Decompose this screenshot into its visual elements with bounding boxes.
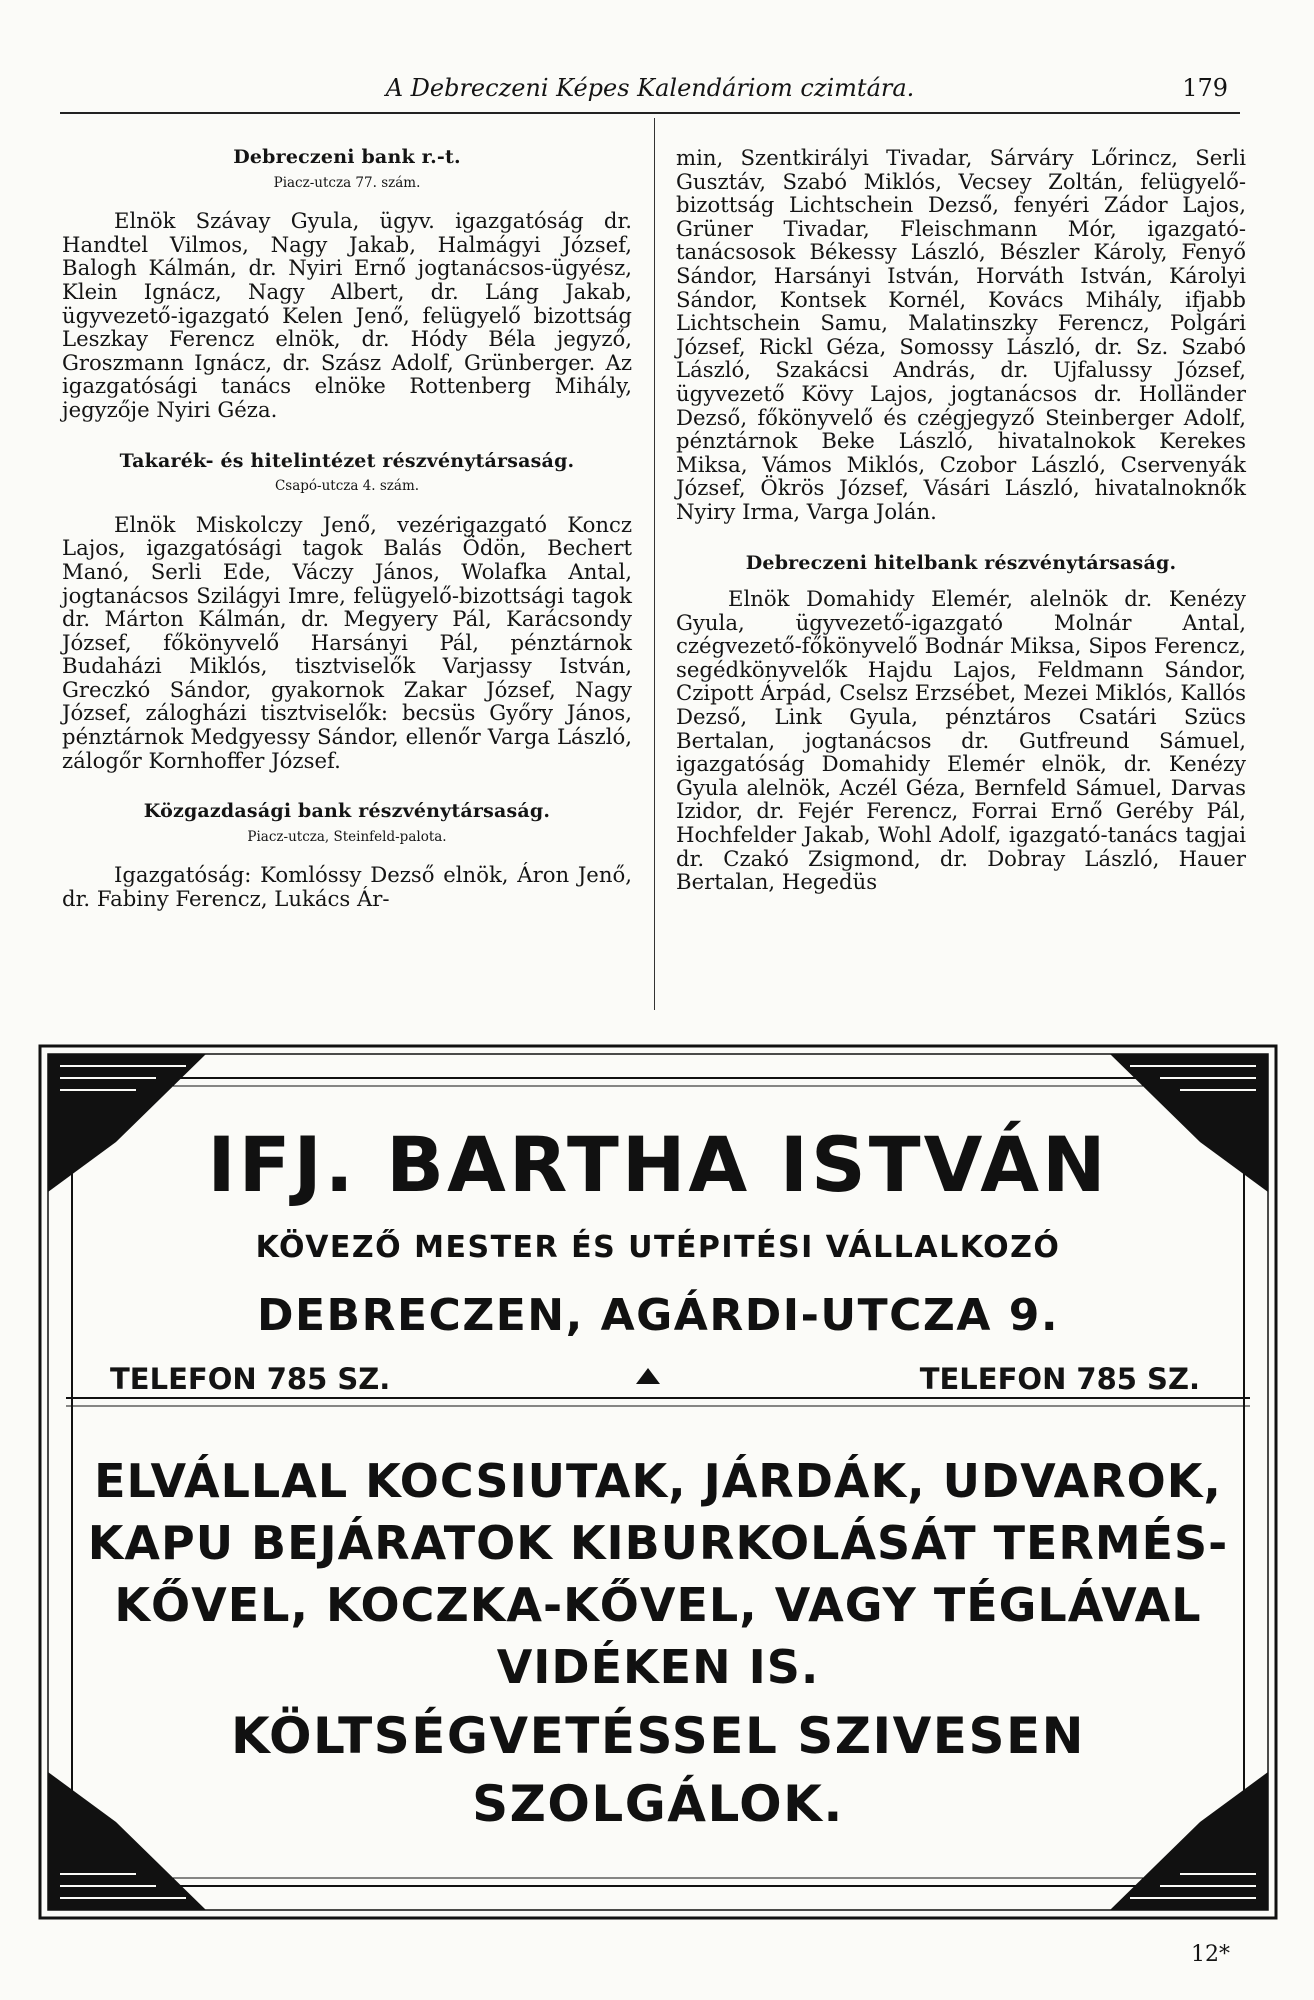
running-title: A Debreczeni Képes Kalendáriom czimtára. xyxy=(385,74,915,102)
page-number: 179 xyxy=(1182,74,1228,102)
advertisement xyxy=(36,1042,1280,1922)
section-address: Piacz-utcza, Steinfeld-palota. xyxy=(247,828,447,845)
column-divider xyxy=(654,118,655,1010)
ad-title: IFJ. BARTHA ISTVÁN xyxy=(207,1120,1109,1209)
ad-body-line: KAPU BEJÁRATOK KIBURKOLÁSÁT TERMÉS- xyxy=(87,1516,1229,1570)
ad-body-line: VIDÉKEN IS. xyxy=(496,1640,820,1694)
section-text: Elnök Szávay Gyula, ügyv. igazgatóság dr. Handtel Vilmos, Nagy Jakab, Halmágyi József, Balogh Kálmán, dr. Nyiri Ernő jogtanácsos-ügyész, Klein Ignácz, Nagy Albert, dr. Láng Jakab, ügyvezető-igazgató Kelen Jenő, felügyelő bizottság Leszkay Ferencz elnök, dr. Hódy Béla jegyző, Groszmann Ignácz, dr. Szász Adolf, Grünberger. Az igazgatósági tanács elnöke Rottenberg Mihály, jegyzője Nyiri Géza. xyxy=(62,208,632,422)
section-heading: Debreczeni bank r.-t. xyxy=(233,146,461,168)
ad-phone-left: TELEFON 785 SZ. xyxy=(110,1362,391,1396)
left-column xyxy=(62,146,632,911)
ad-closing-line: SZOLGÁLOK. xyxy=(472,1775,844,1833)
section-address: Piacz-utcza 77. szám. xyxy=(273,174,421,191)
section-heading: Közgazdasági bank részvénytársaság. xyxy=(143,800,551,823)
ad-body xyxy=(36,1450,1280,1698)
header-rule xyxy=(60,112,1240,114)
ad-subtitle: KÖVEZŐ MESTER ÉS UTÉPITÉSI VÁLLALKOZÓ xyxy=(255,1230,1061,1265)
ad-body-line: KŐVEL, KOCZKA-KŐVEL, VAGY TÉGLÁVAL xyxy=(114,1578,1202,1632)
ad-body-line: ELVÁLLAL KOCSIUTAK, JÁRDÁK, UDVAROK, xyxy=(94,1454,1222,1508)
section-heading: Takarék- és hitelintézet részvénytársaság. xyxy=(119,449,575,472)
continued-text: min, Szentkirályi Tivadar, Sárváry Lőrincz, Serli Gusztáv, Szabó Miklós, Vecsey Zoltán, felügyelő-bizottság Lichtschein Dezső, fenyéri Zádor Lajos, Grüner Tivadar, Fleischmann Mór, igazgató-tanácsosok Békessy László, Bészler Károly, Fenyő Sándor, Harsányi István, Horváth István, Károlyi Sándor, Kontsek Kornél, Kovács Mihály, ifjabb Lichtschein Samu, Malatinszky Ferencz, Polgári József, Rickl Géza, Somossy László, dr. Sz. Szabó László, Szakácsi András, dr. Ujfalussy József, ügyvezető Kövy Lajos, jogtanácsos dr. Holländer Dezső, főkönyvelő és czégjegyző Steinberger Adolf, pénztárnok Beke László, hivatalnokok Kerekes Miksa, Vámos Miklós, Czobor László, Cservenyák József, Ökrös József, Vásári László, hivatalnoknők Nyiry Irma, Varga Jolán. xyxy=(676,145,1246,524)
ad-address: DEBRECZEN, AGÁRDI-UTCZA 9. xyxy=(256,1290,1060,1341)
page-header xyxy=(60,68,1240,112)
ad-phone-right: TELEFON 785 SZ. xyxy=(919,1362,1200,1396)
section-address: Csapó-utcza 4. szám. xyxy=(274,478,420,495)
ad-closing xyxy=(36,1702,1280,1838)
signature-mark: 12* xyxy=(1191,1942,1230,1967)
section-text: Igazgatóság: Komlóssy Dezső elnök, Áron Jenő, dr. Fabiny Ferencz, Lukács Ár- xyxy=(62,862,632,912)
ad-closing-line: KÖLTSÉGVETÉSSEL SZIVESEN xyxy=(231,1707,1085,1765)
section-text: Elnök Miskolczy Jenő, vezérigazgató Koncz Lajos, igazgatósági tagok Balás Ödön, Bechert Manó, Serli Ede, Váczy János, Wolafka Antal, jogtanácsos Szilágyi Imre, felügyelő-bizottsági tagok dr. Márton Kálmán, dr. Megyery Pál, Karácsondy József, főkönyvelő Harsányi Pál, pénztárnok Budaházi Miklós, tisztviselők Varjassy István, Greczkó Sándor, gyakornok Zakar József, Nagy József, zálogházi tisztviselők: becsüs Győry János, pénztárnok Medgyessy Sándor, ellenőr Varga László, zálogőr Kornhoffer József. xyxy=(62,511,632,773)
section-text: Elnök Domahidy Elemér, alelnök dr. Kenézy Gyula, ügyvezető-igazgató Molnár Antal, czégvezető-főkönyvelő Bodnár Miksa, Sipos Ferencz, segédkönyvelők Hajdu Lajos, Feldmann Sándor, Czipott Árpád, Cselsz Erzsébet, Mezei Miklós, Kallós Dezső, Link Gyula, pénztáros Csatári Szücs Bertalan, jogtanácsos dr. Gutfreund Sámuel, igazgatóság Domahidy Elemér elnök, dr. Kenézy Gyula alelnök, Aczél Géza, Bernfeld Sámuel, Darvas Izidor, dr. Fejér Ferencz, Forrai Ernő Geréby Pál, Hochfelder Jakab, Wohl Adolf, igazgató-tanács tagjai dr. Czakó Zsigmond, dr. Dobray László, Hauer Bertalan, Hegedüs xyxy=(676,586,1246,895)
section-heading: Debreczeni hitelbank részvénytársaság. xyxy=(745,551,1177,574)
right-column xyxy=(676,146,1246,894)
